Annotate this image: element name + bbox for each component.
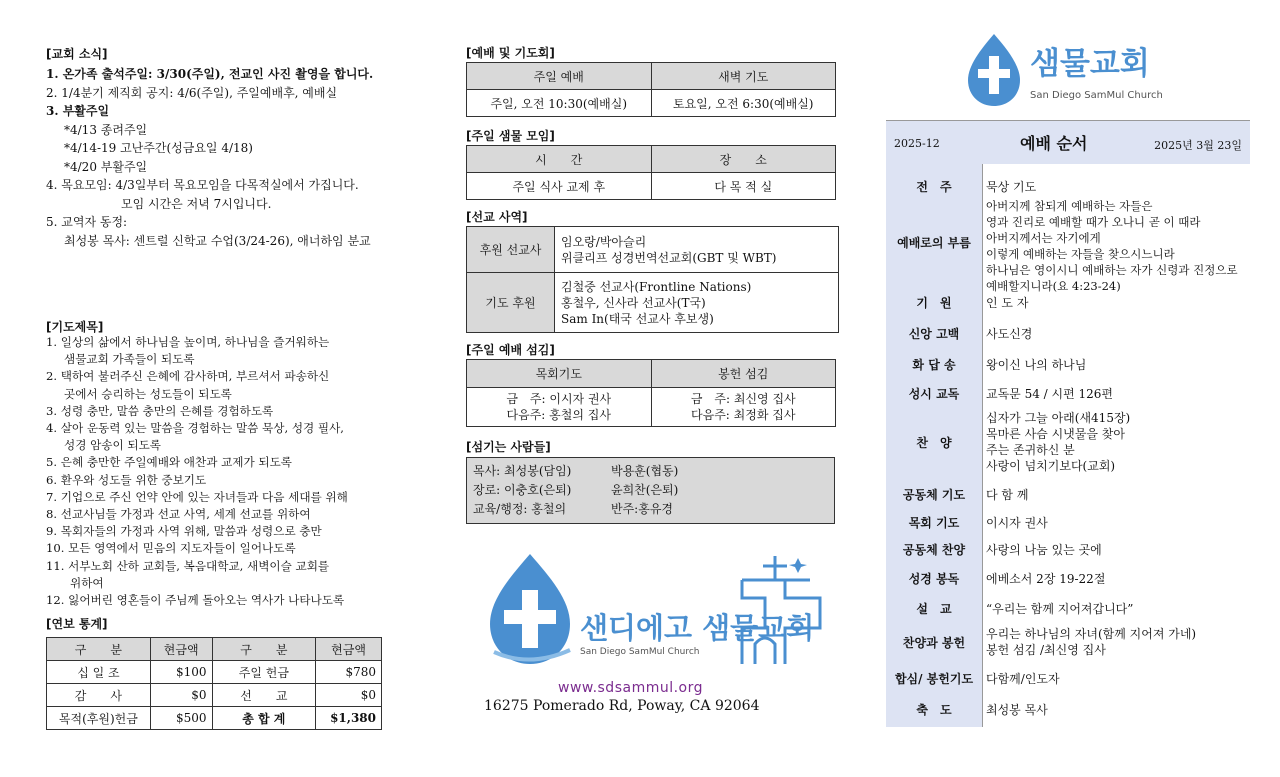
server-name: 윤희찬(은퇴) bbox=[611, 483, 679, 497]
server-name: 장로: 이충호(은퇴) bbox=[473, 483, 572, 497]
prayer-line: 8. 선교사님들 가정과 선교 사역, 세계 선교를 위하여 bbox=[46, 507, 311, 522]
worship-service-title: [주일 예배 섬김] bbox=[466, 343, 555, 357]
table-cell: 선 교 bbox=[212, 684, 316, 707]
news-line: 5. 교역자 동정: bbox=[46, 215, 128, 229]
table-header: 현금액 bbox=[150, 638, 212, 661]
order-item-line: 아버지께 참되게 예배하는 자들은 bbox=[986, 199, 1153, 213]
order-item-label: 찬 양 bbox=[916, 436, 952, 450]
order-item-label: 성경 봉독 bbox=[908, 572, 960, 586]
table-header: 목회기도 bbox=[467, 360, 652, 388]
prayer-list bbox=[46, 334, 348, 609]
table-cell: $0 bbox=[316, 684, 382, 707]
news-line: *4/13 종려주일 bbox=[64, 122, 148, 137]
table-header: 주일 예배 bbox=[467, 63, 652, 90]
prayer-support-label: 기도 후원 bbox=[467, 273, 555, 333]
offering-stats-table bbox=[46, 637, 382, 730]
logo-name: 샘물교회 bbox=[1030, 46, 1150, 82]
services-title: [예배 및 기도회] bbox=[466, 46, 555, 60]
church-logo-large bbox=[480, 552, 825, 672]
order-item-line: 우리는 하나님의 자녀(함께 지어져 가네) bbox=[986, 627, 1197, 641]
table-cell: $500 bbox=[150, 707, 212, 730]
prayer-line: 12. 잃어버린 영혼들이 주님께 돌아오는 역사가 나타나도록 bbox=[46, 593, 345, 608]
order-item-value bbox=[986, 626, 1196, 658]
table-cell: 주일 식사 교제 후 bbox=[467, 173, 652, 200]
church-building-cross-icon bbox=[742, 556, 820, 664]
order-item-value: 최성봉 목사 bbox=[986, 703, 1048, 717]
stats-title: [연보 통계] bbox=[46, 617, 108, 631]
order-item-value: 에베소서 2장 19-22절 bbox=[986, 572, 1106, 586]
missionary-line: 임오랑/박아슬리 bbox=[561, 234, 647, 249]
order-item-line: 목마른 사슴 시냇물을 찾아 bbox=[986, 427, 1125, 441]
bulletin-date: 2025년 3월 23일 bbox=[1154, 139, 1242, 152]
order-item-value: 교독문 54 / 시편 126편 bbox=[986, 387, 1114, 401]
order-item-line: 봉헌 섬김 /최신영 집사 bbox=[986, 643, 1106, 657]
order-item-line: 하나님은 영이시니 예배하는 자가 신령과 진정으로 bbox=[986, 263, 1238, 277]
order-item-value: 사랑의 나눔 있는 곳에 bbox=[986, 543, 1102, 557]
prayer-title: [기도제목] bbox=[46, 320, 104, 334]
church-address: 16275 Pomerado Rd, Poway, CA 92064 bbox=[484, 698, 760, 714]
table-header: 장 소 bbox=[651, 146, 836, 173]
news-line: 4. 목요모임: 4/3일부터 목요모임을 다목적실에서 가집니다. bbox=[46, 178, 359, 192]
prayer-line: 9. 목회자들의 가정과 사역 위해, 말씀과 성령으로 충만 bbox=[46, 524, 322, 539]
table-row bbox=[47, 684, 382, 707]
order-item-line: 아버지께서는 자기에게 bbox=[986, 231, 1101, 245]
news-line: 2. 1/4분기 제직회 공지: 4/6(주일), 주일예배후, 예배실 bbox=[46, 85, 338, 100]
bottom-logo-name-en: San Diego SamMul Church bbox=[580, 647, 700, 657]
order-item-label: 목회 기도 bbox=[908, 516, 960, 530]
table-header: 구 분 bbox=[212, 638, 316, 661]
table-header: 시 간 bbox=[467, 146, 652, 173]
order-item-value: 사도신경 bbox=[986, 327, 1033, 341]
table-row bbox=[47, 707, 382, 730]
missions-table bbox=[466, 226, 839, 333]
order-item-label: 찬양과 봉헌 bbox=[902, 636, 966, 650]
server-name: 반주:홍유경 bbox=[611, 502, 674, 516]
order-item-label: 전 주 bbox=[916, 180, 952, 194]
table-cell: $780 bbox=[316, 661, 382, 684]
table-header: 새벽 기도 bbox=[651, 63, 836, 90]
order-item-label: 설 교 bbox=[916, 602, 952, 616]
table-cell: $100 bbox=[150, 661, 212, 684]
table-header-row bbox=[47, 638, 382, 661]
groups-title: [주일 샘물 모임] bbox=[466, 129, 555, 143]
service-line: 다음주: 최정화 집사 bbox=[691, 408, 796, 422]
prayer-line: 11. 서부노회 산하 교회들, 복음대학교, 새벽이슬 교회를 bbox=[46, 558, 330, 573]
missionary-line: Sam In(태국 선교사 후보생) bbox=[561, 311, 714, 326]
order-item-value: “우리는 함께 지어져갑니다” bbox=[986, 602, 1134, 616]
order-item-value: 이시자 권사 bbox=[986, 516, 1048, 530]
servers-title: [섬기는 사람들] bbox=[466, 440, 551, 454]
news-line: *4/20 부활주일 bbox=[64, 159, 148, 174]
prayer-line: 6. 환우와 성도들 위한 중보기도 bbox=[46, 472, 207, 487]
table-cell: 다 목 적 실 bbox=[651, 173, 836, 200]
order-item-value: 다 함 께 bbox=[986, 488, 1029, 502]
order-item-label: 합심/ 봉헌기도 bbox=[894, 672, 974, 686]
groups-table bbox=[466, 145, 836, 200]
order-item-value bbox=[986, 410, 1130, 474]
order-item-label: 기 원 bbox=[916, 296, 952, 310]
order-item-label: 성시 교독 bbox=[908, 387, 960, 401]
table-cell: 총 합 계 bbox=[212, 707, 316, 730]
prayer-line: 4. 살아 운동력 있는 말씀을 경험하는 말씀 묵상, 성경 필사, bbox=[46, 421, 344, 436]
order-item-label: 예배로의 부름 bbox=[897, 236, 971, 250]
table-cell: 감 사 bbox=[47, 684, 151, 707]
church-logo bbox=[964, 32, 1184, 106]
prayer-line: 1. 일상의 삶에서 하나님을 높이며, 하나님을 즐거워하는 bbox=[46, 335, 330, 349]
water-drop-cross-icon bbox=[968, 34, 1020, 106]
table-header: 구 분 bbox=[47, 638, 151, 661]
news-line: *4/14-19 고난주간(성금요일 4/18) bbox=[64, 141, 253, 155]
prayer-line: 2. 택하여 불러주신 은혜에 감사하며, 부르셔서 파송하신 bbox=[46, 369, 330, 384]
missions-title: [선교 사역] bbox=[466, 210, 528, 224]
prayer-line: 3. 성령 충만, 말씀 충만의 은혜를 경험하도록 bbox=[46, 403, 274, 418]
order-item-label: 공동체 기도 bbox=[902, 488, 966, 502]
table-header: 봉헌 섬김 bbox=[651, 360, 836, 388]
table-cell: 목적(후원)헌금 bbox=[47, 707, 151, 730]
news-line: 최성봉 목사: 센트럴 신학교 수업(3/24-26), 애너하임 분교 bbox=[64, 233, 371, 248]
order-title: 예배 순서 bbox=[1020, 134, 1088, 153]
order-item-line: 주는 존귀하신 분 bbox=[986, 443, 1075, 457]
water-drop-cross-icon bbox=[490, 554, 570, 664]
order-item-label: 화 답 송 bbox=[912, 358, 956, 372]
prayer-line: 곳에서 승리하는 성도들이 되도록 bbox=[64, 386, 232, 401]
table-row bbox=[47, 661, 382, 684]
service-line: 다음주: 홍철의 집사 bbox=[506, 408, 611, 422]
table-header: 현금액 bbox=[316, 638, 382, 661]
news-line: 3. 부활주일 bbox=[46, 104, 110, 118]
bottom-logo-name: 샌디에고 샘물교회 bbox=[580, 611, 815, 645]
services-table bbox=[466, 62, 836, 117]
order-item-label: 신앙 고백 bbox=[908, 327, 960, 341]
order-item-value: 묵상 기도 bbox=[986, 180, 1037, 194]
worship-service-table bbox=[466, 359, 836, 427]
order-header bbox=[886, 120, 1250, 164]
order-item-value: 왕이신 나의 하나님 bbox=[986, 358, 1087, 372]
website-link[interactable]: www.sdsammul.org bbox=[558, 680, 704, 696]
service-line: 금 주: 이시자 권사 bbox=[506, 392, 612, 406]
table-cell: 주일 헌금 bbox=[212, 661, 316, 684]
order-item-line: 십자가 그늘 아래(새415장) bbox=[986, 411, 1131, 425]
prayer-line: 위하여 bbox=[70, 575, 104, 590]
order-item-value: 다함께/인도자 bbox=[986, 672, 1060, 686]
prayer-line: 5. 은혜 충만한 주일예배와 애찬과 교제가 되도록 bbox=[46, 455, 292, 470]
table-cell: 십 일 조 bbox=[47, 661, 151, 684]
table-cell: $1,380 bbox=[316, 707, 382, 730]
prayer-line: 샘물교회 가족들이 되도록 bbox=[64, 352, 195, 367]
missionary-line: 김철중 선교사(Frontline Nations) bbox=[561, 279, 752, 294]
service-line: 금 주: 최신영 집사 bbox=[690, 392, 796, 406]
news-list bbox=[46, 65, 373, 250]
server-name: 목사: 최성봉(담임) bbox=[473, 464, 572, 478]
order-item-value bbox=[986, 198, 1238, 294]
logo-name-en: San Diego SamMul Church bbox=[1030, 90, 1163, 101]
support-missionary-label: 후원 선교사 bbox=[467, 227, 555, 273]
server-name: 교육/행정: 홍철의 bbox=[473, 502, 567, 516]
order-list bbox=[886, 164, 1250, 727]
prayer-line: 10. 모든 영역에서 믿음의 지도자들이 일어나도록 bbox=[46, 541, 296, 556]
order-item-line: 영과 진리로 예배할 때가 오나니 곧 이 때라 bbox=[986, 215, 1201, 229]
bulletin-number: 2025-12 bbox=[894, 137, 940, 150]
servers-box bbox=[466, 457, 835, 524]
news-line: 1. 온가족 출석주일: 3/30(주일), 전교인 사진 촬영을 합니다. bbox=[46, 67, 374, 81]
prayer-line: 7. 기업으로 주신 언약 안에 있는 자녀들과 다음 세대를 위해 bbox=[46, 489, 348, 504]
missionary-line: 위클리프 성경번역선교회(GBT 및 WBT) bbox=[561, 250, 777, 265]
table-cell: 주일, 오전 10:30(예배실) bbox=[467, 90, 652, 117]
order-item-line: 이렇게 예배하는 자들을 찾으시느니라 bbox=[986, 247, 1175, 261]
missionary-line: 홍철우, 신사라 선교사(T국) bbox=[561, 295, 706, 310]
news-title: [교회 소식] bbox=[46, 47, 108, 61]
table-cell: $0 bbox=[150, 684, 212, 707]
order-item-line: 사랑이 넘치기보다(교회) bbox=[986, 459, 1116, 473]
prayer-line: 성경 암송이 되도록 bbox=[64, 438, 161, 453]
order-item-label: 공동체 찬양 bbox=[902, 543, 966, 557]
news-line: 모임 시간은 저녁 7시입니다. bbox=[121, 196, 272, 211]
order-item-line: 예배할지니라(요 4:23-24) bbox=[986, 279, 1121, 293]
server-name: 박용훈(협동) bbox=[611, 464, 679, 478]
order-item-label: 축 도 bbox=[916, 703, 952, 717]
order-item-value: 인 도 자 bbox=[986, 296, 1029, 310]
table-cell: 토요일, 오전 6:30(예배실) bbox=[651, 90, 836, 117]
